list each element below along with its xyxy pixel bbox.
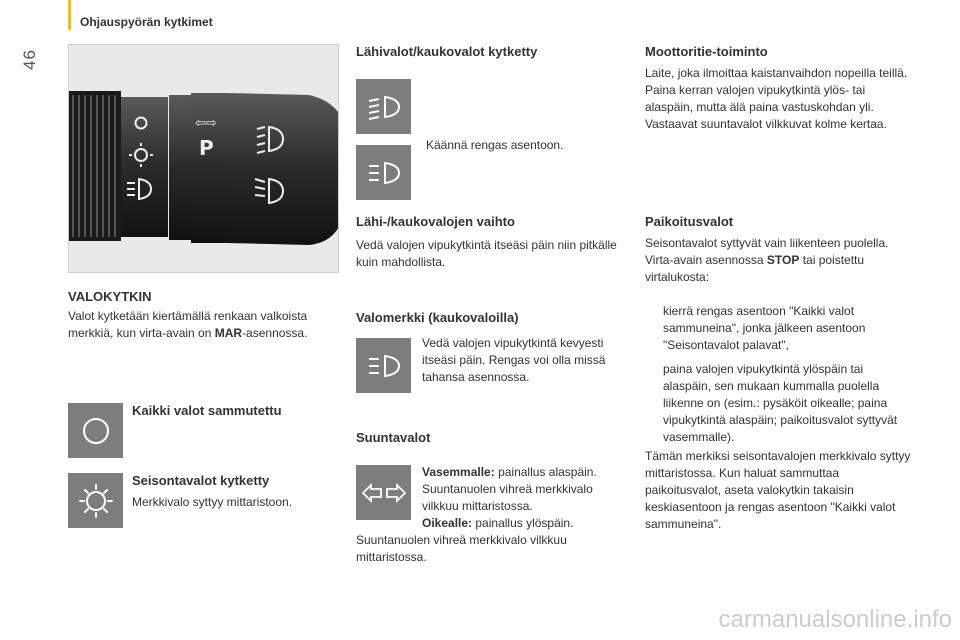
parking-lights-heading: Paikoitusvalot xyxy=(645,214,734,229)
lowhigh-heading: Lähivalot/kaukovalot kytketty xyxy=(356,44,538,59)
flash-heading: Valomerkki (kaukovaloilla) xyxy=(356,310,519,325)
parking-heading: Seisontavalot kytketty xyxy=(132,473,270,488)
lowhigh-text: Käännä rengas asentoon. xyxy=(426,138,564,152)
parking-bullet-list xyxy=(645,303,910,446)
low-beam-icon xyxy=(356,79,411,134)
parking-lights-paragraph xyxy=(645,235,910,286)
parking-lights-icon xyxy=(68,473,123,528)
valokytkin-text-1: Valot kytketään kiertämällä renkaan valkoista merkkiä, kun virta-avain on xyxy=(68,309,308,340)
valokytkin-text-2: -asennossa. xyxy=(242,326,308,340)
closing-text: Tämän merkiksi seisontavalojen merkkivalo syttyy mittaristossa. Kun haluat sammuttaa paikoitusvalot, aseta valokytkin takaisin keskiasentoon ja rengas asentoon "Kaikki valot sammuneina". xyxy=(645,449,911,531)
turn-left-paragraph xyxy=(422,464,632,532)
svg-text:P: P xyxy=(199,136,214,160)
list-item xyxy=(645,361,910,446)
switch-text: Vedä valojen vipukytkintä itseäsi päin niin pitkälle kuin mahdollista. xyxy=(356,238,617,269)
turn-signal-arrows-icon xyxy=(356,465,411,520)
parking-lights-text-2b: tai poistettu virtalukosta: xyxy=(645,253,865,284)
section-accent-bar xyxy=(68,0,71,30)
turn-heading: Suuntavalot xyxy=(356,430,431,445)
all-lights-off-icon xyxy=(68,403,123,458)
bullet-2-text: paina valojen vipukytkintä ylöspäin tai alaspäin, sen mukaan kummalla puolella liikenne on (esim.: pysäköit oikealle; paina vipukytkintä alaspäin; paikoitusvalot syttyvät vasemmalle). xyxy=(663,362,898,444)
parking-text: Merkkivalo syttyy mittaristoon. xyxy=(132,495,293,509)
flash-high-beam-icon xyxy=(356,338,411,393)
light-stalk-photo xyxy=(68,44,339,273)
page-number: 46 xyxy=(20,49,39,70)
turn-right-text: painallus ylöspäin. xyxy=(475,516,574,530)
svg-text:⇦⇨: ⇦⇨ xyxy=(195,116,217,131)
parking-lights-text-1: Seisontavalot syttyvät vain liikenteen puolella. xyxy=(645,236,889,250)
list-item xyxy=(645,303,910,354)
high-beam-icon xyxy=(356,145,411,200)
motorway-heading: Moottoritie-toiminto xyxy=(645,44,768,59)
flash-text: Vedä valojen vipukytkintä kevyesti itseäsi päin. Rengas voi olla missä tahansa asennossa. xyxy=(422,336,606,384)
valokytkin-paragraph xyxy=(68,308,308,342)
turn-right-label: Oikealle: xyxy=(422,516,473,530)
section-title: Ohjauspyörän kytkimet xyxy=(80,15,213,29)
motorway-text: Laite, joka ilmoittaa kaistanvaihdon nopeilla teillä. Paina kerran valojen vipukytkintä ylös- tai alaspäin, mutta älä paina vastuskohdan yli. Vastaavat suuntavalot vilkkuvat kolme kertaa. xyxy=(645,66,908,131)
turn-tail-text: Suuntanuolen vihreä merkkivalo vilkkuu mittaristossa. xyxy=(356,533,567,564)
turn-left-text: painallus alaspäin. Suuntanuolen vihreä merkkivalo vilkkuu mittaristossa. xyxy=(422,465,597,513)
valokytkin-mar: MAR xyxy=(214,326,243,340)
light-stalk-illustration xyxy=(69,45,339,273)
parking-stop-label: STOP xyxy=(766,253,800,267)
switch-heading: Lähi-/kaukovalojen vaihto xyxy=(356,214,515,229)
watermark: carmanualsonline.info xyxy=(718,606,952,633)
all-off-heading: Kaikki valot sammutettu xyxy=(132,403,282,418)
parking-lights-text-2a: Virta-avain asennossa xyxy=(645,253,764,267)
bullet-1-text: kierrä rengas asentoon "Kaikki valot sammuneina", jonka jälkeen asentoon "Seisontavalot palavat", xyxy=(663,304,866,352)
turn-left-label: Vasemmalle: xyxy=(422,465,495,479)
valokytkin-heading: VALOKYTKIN xyxy=(68,289,152,304)
